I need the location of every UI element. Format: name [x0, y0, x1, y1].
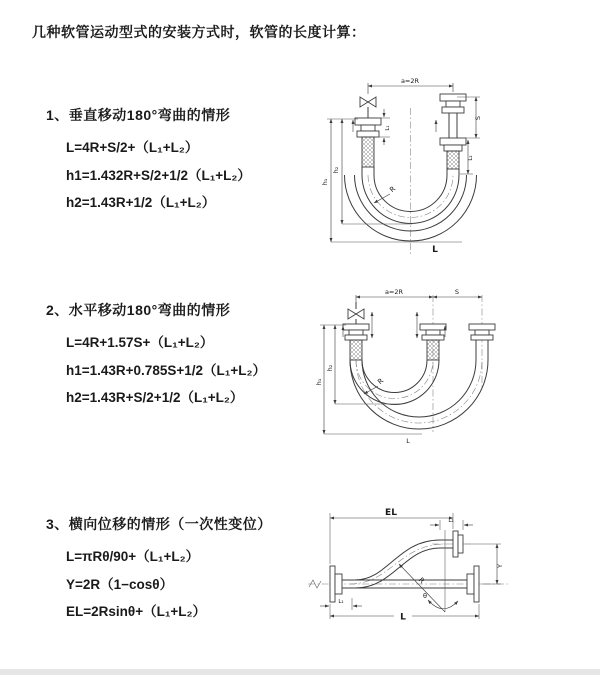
formula-line: h2=1.43R+S/2+1/2（L₁+L₂） — [66, 390, 244, 405]
dim-label-l2: L₂ — [448, 518, 454, 524]
diagram-horizontal-u-bend — [310, 282, 590, 457]
centerlines — [433, 295, 482, 432]
valve-icon — [360, 97, 376, 118]
dim-label-radius: R — [376, 376, 386, 387]
span-dimensions — [356, 288, 482, 302]
u-hose-arcs — [350, 360, 488, 429]
formula-line: h2=1.43R+1/2（L₁+L₂） — [66, 195, 216, 210]
section-1 — [46, 105, 251, 217]
dim-label-theta: θ — [423, 592, 427, 600]
formula-line: L=4R+S/2+（L₁+L₂） — [66, 140, 199, 155]
section-2-heading: 2、水平移动180°弯曲的情形 — [46, 302, 231, 318]
section-3-heading: 3、横向位移的情形（一次性变位） — [46, 516, 272, 532]
dim-label-l2: L₂ — [468, 155, 474, 161]
dim-label-s: S — [474, 115, 482, 121]
dim-label-h2: h₂ — [326, 364, 334, 372]
diagram-lateral-s-bend — [300, 500, 600, 650]
right-pipe-fitting — [440, 94, 466, 175]
s-curve-hose-position — [355, 540, 453, 588]
formula-line: EL=2Rsinθ+（L₁+L₂） — [66, 604, 207, 619]
radius-callout — [374, 185, 397, 203]
length-dimension — [330, 604, 479, 623]
dim-label-span: a=2R — [384, 288, 404, 296]
leg1-dimension — [375, 109, 391, 145]
dim-label-h1: h₁ — [321, 178, 329, 186]
dim-label-s: S — [454, 288, 460, 296]
right-lower-flange-fitting — [467, 566, 479, 602]
section-1-heading: 1、垂直移动180°弯曲的情形 — [46, 107, 231, 123]
dim-label-h1: h₁ — [315, 378, 323, 386]
diagram-vertical-u-bend — [310, 70, 590, 260]
formula-line: L=4R+1.57S+（L₁+L₂） — [66, 335, 214, 350]
radius-angle-construction — [399, 530, 458, 612]
formula-line: h1=1.432R+S/2+1/2（L₁+L₂） — [66, 167, 251, 183]
height-dimensions — [321, 119, 462, 242]
dim-label-length: L — [400, 612, 406, 623]
stroke-dimension — [457, 97, 482, 138]
dim-label-h2: h₂ — [332, 166, 340, 174]
dim-label-length: L — [406, 437, 410, 445]
page-bottom-edge — [0, 669, 600, 675]
left-flange-fitting — [330, 566, 342, 602]
section-3-formulas — [46, 543, 272, 626]
dim-label-radius: R — [388, 184, 398, 195]
upper-flange-fitting — [453, 531, 463, 557]
leg1-dimension — [320, 598, 362, 610]
dim-label-radius: R — [416, 576, 427, 586]
dim-label-l1: L₁ — [385, 125, 391, 131]
dim-label-length: L — [432, 245, 438, 255]
section-2-formulas — [46, 329, 266, 412]
formula-line: L=πRθ/90+（L₁+L₂） — [66, 549, 200, 564]
dim-label-el: EL — [385, 508, 397, 518]
span-dimension — [368, 77, 453, 94]
section-2 — [46, 300, 266, 412]
left-pipe-fitting — [355, 118, 381, 175]
section-1-formulas — [46, 134, 251, 217]
middle-pipe-fitting — [420, 324, 446, 360]
formula-line: h1=1.43R+0.785S+1/2（L₁+L₂） — [66, 362, 266, 378]
page-title: 几种软管运动型式的安装方式时，软管的长度计算： — [32, 24, 366, 40]
dim-label-span: a=2R — [400, 77, 420, 85]
valve-icon — [348, 302, 364, 324]
section-3 — [46, 514, 272, 626]
leg2-dimension — [430, 518, 473, 530]
el-dimension — [330, 508, 453, 564]
left-pipe-fitting — [343, 324, 369, 360]
dim-label-l1: L₁ — [338, 599, 344, 605]
pipe-break-mark — [309, 580, 321, 588]
dim-label-y: Y — [496, 564, 504, 568]
formula-line: Y=2R（1−cosθ） — [66, 576, 174, 592]
